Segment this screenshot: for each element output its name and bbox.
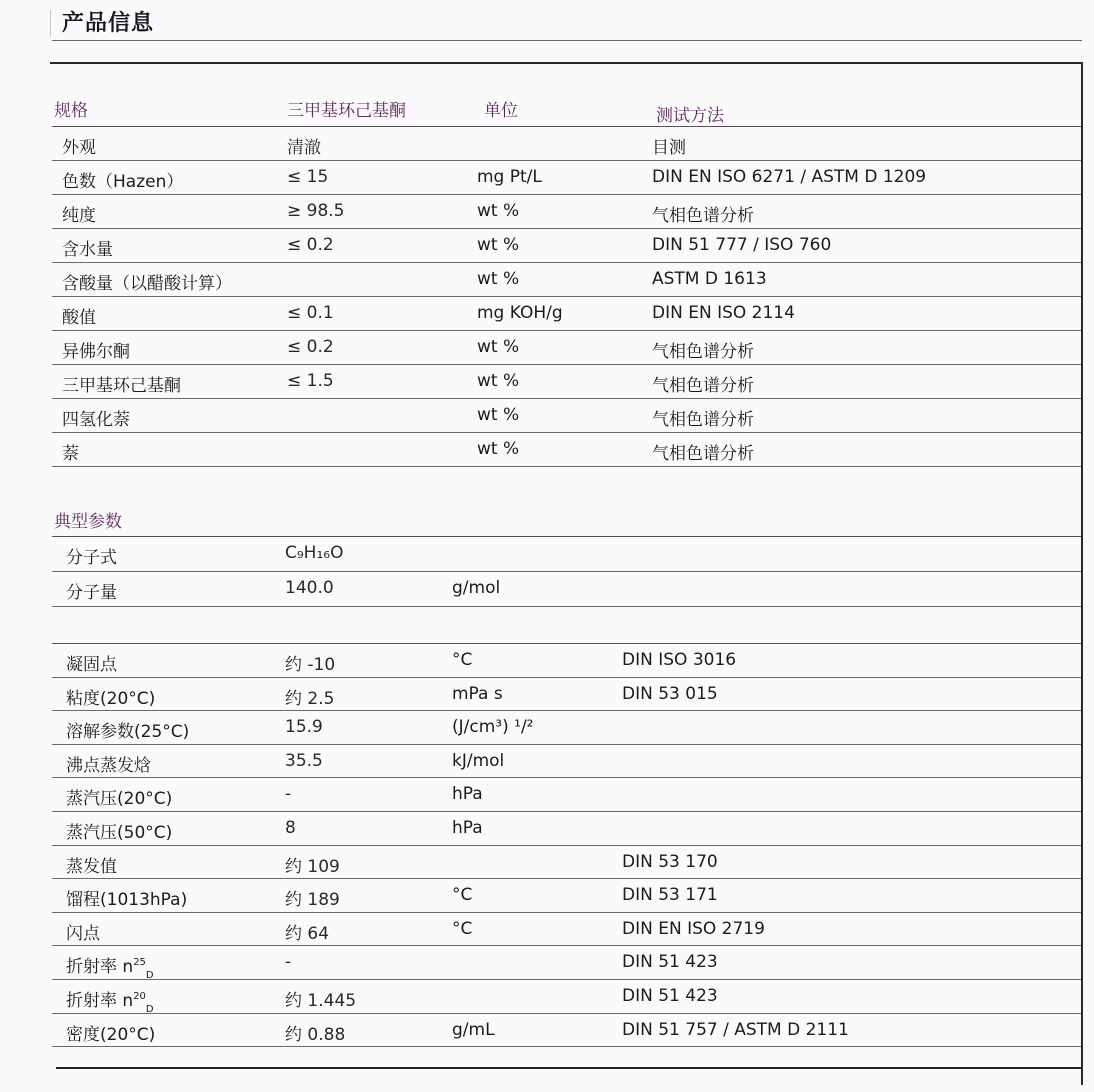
table-frame-right xyxy=(1081,63,1083,1085)
table-row xyxy=(52,1014,1081,1048)
table-row xyxy=(52,433,1081,467)
value-cell: 15.9 xyxy=(285,717,323,738)
property-cell: 凝固点 xyxy=(66,655,117,675)
table-row xyxy=(52,778,1081,812)
table-row xyxy=(52,946,1081,980)
header-property: 规格 xyxy=(54,101,88,121)
value-cell: ≤ 15 xyxy=(287,167,329,187)
table-row xyxy=(52,365,1081,399)
method-cell: 气相色谱分析 xyxy=(652,342,754,362)
table-row xyxy=(52,678,1081,712)
table-row xyxy=(52,399,1081,433)
unit-cell: mg KOH/g xyxy=(477,303,563,323)
table-row xyxy=(52,195,1081,229)
unit-cell: wt % xyxy=(477,269,520,289)
method-cell: DIN EN ISO 2719 xyxy=(622,918,765,939)
table-row xyxy=(52,537,1081,572)
value-cell: 约 109 xyxy=(285,856,340,877)
unit-cell: wt % xyxy=(477,371,520,391)
method-cell: DIN 53 170 xyxy=(622,851,718,872)
unit-cell: wt % xyxy=(477,439,520,459)
unit-cell: mPa s xyxy=(452,683,503,704)
unit-cell: wt % xyxy=(477,235,520,255)
unit-cell: wt % xyxy=(477,337,520,357)
property-cell: 纯度 xyxy=(62,206,96,226)
property-cell: 粘度(20°C) xyxy=(66,688,156,709)
title-accent-line xyxy=(50,10,51,36)
table-row xyxy=(52,980,1081,1014)
property-cell: 四氢化萘 xyxy=(62,410,130,430)
unit-cell: g/mL xyxy=(452,1019,495,1040)
method-cell: DIN EN ISO 6271 / ASTM D 1209 xyxy=(652,167,927,187)
unit-cell: °C xyxy=(452,918,473,939)
table-row xyxy=(52,331,1081,365)
header-unit: 单位 xyxy=(484,101,518,121)
table-row xyxy=(52,879,1081,913)
method-cell: ASTM D 1613 xyxy=(652,269,767,289)
property-cell: 含酸量（以醋酸计算） xyxy=(62,274,232,294)
unit-cell: (J/cm³) ¹/² xyxy=(452,717,534,738)
value-cell: C₉H₁₆O xyxy=(285,543,344,563)
temperature-superscript: 25 xyxy=(133,957,146,969)
table-row xyxy=(52,572,1081,607)
value-cell: 约 -10 xyxy=(285,655,336,675)
table-row xyxy=(52,161,1081,195)
sodium-d-line-subscript: D xyxy=(145,970,154,982)
table-row xyxy=(52,812,1081,846)
table-row xyxy=(52,644,1081,678)
property-cell: 分子量 xyxy=(66,583,117,603)
value-cell: 约 1.445 xyxy=(285,991,357,1011)
property-cell: 含水量 xyxy=(62,240,113,260)
unit-cell: g/mol xyxy=(452,578,501,598)
temperature-superscript: 20 xyxy=(133,991,146,1002)
method-cell: 气相色谱分析 xyxy=(652,376,754,396)
property-cell: 馏程(1013hPa) xyxy=(66,890,188,911)
property-cell: 外观 xyxy=(62,138,96,158)
table-frame-top xyxy=(50,62,1083,64)
method-cell: 气相色谱分析 xyxy=(652,410,754,430)
value-cell: 35.5 xyxy=(285,750,323,771)
property-cell xyxy=(66,986,154,1015)
table-row xyxy=(52,263,1081,297)
table-row xyxy=(52,711,1081,745)
value-cell: - xyxy=(285,784,292,805)
method-cell: DIN 51 423 xyxy=(622,952,718,973)
bottom-rule xyxy=(56,1067,1081,1069)
method-cell: 气相色谱分析 xyxy=(652,206,754,226)
property-cell xyxy=(66,952,154,982)
property-cell: 三甲基环己基酮 xyxy=(62,376,181,396)
method-cell: DIN 51 777 / ISO 760 xyxy=(652,235,832,255)
header-product: 三甲基环己基酮 xyxy=(287,101,406,121)
unit-cell: °C xyxy=(452,650,473,670)
table-row xyxy=(52,846,1081,880)
property-cell: 闪点 xyxy=(66,923,100,944)
table-row xyxy=(52,297,1081,331)
method-cell: DIN EN ISO 2114 xyxy=(652,303,795,323)
unit-cell: °C xyxy=(452,885,473,906)
value-cell: 8 xyxy=(285,818,296,838)
property-cell: 酸值 xyxy=(62,308,96,328)
value-cell: - xyxy=(285,952,292,973)
spacer-rule xyxy=(52,643,1081,644)
unit-cell: wt % xyxy=(477,201,520,221)
table-row xyxy=(52,745,1081,779)
method-cell: 目测 xyxy=(652,138,686,158)
property-cell: 沸点蒸发焓 xyxy=(66,755,151,776)
property-cell: 异佛尔酮 xyxy=(62,342,130,362)
value-cell: ≤ 0.2 xyxy=(287,235,334,255)
property-cell: 色数（Hazen） xyxy=(62,172,184,192)
value-cell: 约 2.5 xyxy=(285,688,335,709)
property-cell: 分子式 xyxy=(66,548,117,568)
value-cell: ≤ 0.1 xyxy=(287,303,334,323)
property-cell: 萘 xyxy=(62,444,79,464)
value-cell: 约 0.88 xyxy=(285,1024,346,1045)
typical-section-title: 典型参数 xyxy=(54,512,122,532)
method-cell: DIN ISO 3016 xyxy=(622,650,737,670)
value-cell: ≤ 0.2 xyxy=(287,337,334,357)
unit-cell: hPa xyxy=(452,784,483,805)
property-cell: 蒸汽压(20°C) xyxy=(66,789,173,810)
table-row xyxy=(52,127,1081,161)
table-row xyxy=(52,913,1081,947)
unit-cell: wt % xyxy=(477,405,520,425)
property-cell: 蒸汽压(50°C) xyxy=(66,823,173,843)
property-text: 折射率 n xyxy=(66,957,134,978)
value-cell: ≤ 1.5 xyxy=(287,371,334,391)
property-text: 折射率 n xyxy=(66,991,134,1011)
value-cell: 约 64 xyxy=(285,923,330,944)
property-cell: 密度(20°C) xyxy=(66,1024,156,1045)
title-underline xyxy=(52,40,1082,41)
method-cell: DIN 51 423 xyxy=(622,986,718,1006)
property-cell: 蒸发值 xyxy=(66,856,117,877)
method-cell: 气相色谱分析 xyxy=(652,444,754,464)
value-cell: 140.0 xyxy=(285,578,334,598)
value-cell: ≥ 98.5 xyxy=(287,201,345,221)
method-cell: DIN 53 015 xyxy=(622,683,718,704)
value-cell: 约 189 xyxy=(285,890,340,911)
value-cell: 清澈 xyxy=(287,138,321,158)
sodium-d-line-subscript: D xyxy=(145,1004,154,1015)
page-title: 产品信息 xyxy=(62,11,155,36)
property-cell: 溶解参数(25°C) xyxy=(66,722,190,743)
unit-cell: kJ/mol xyxy=(452,750,505,771)
table-row xyxy=(52,229,1081,263)
method-cell: DIN 53 171 xyxy=(622,885,718,906)
unit-cell: mg Pt/L xyxy=(477,167,542,187)
unit-cell: hPa xyxy=(452,818,483,838)
method-cell: DIN 51 757 / ASTM D 2111 xyxy=(622,1019,849,1040)
header-method: 测试方法 xyxy=(656,106,724,126)
